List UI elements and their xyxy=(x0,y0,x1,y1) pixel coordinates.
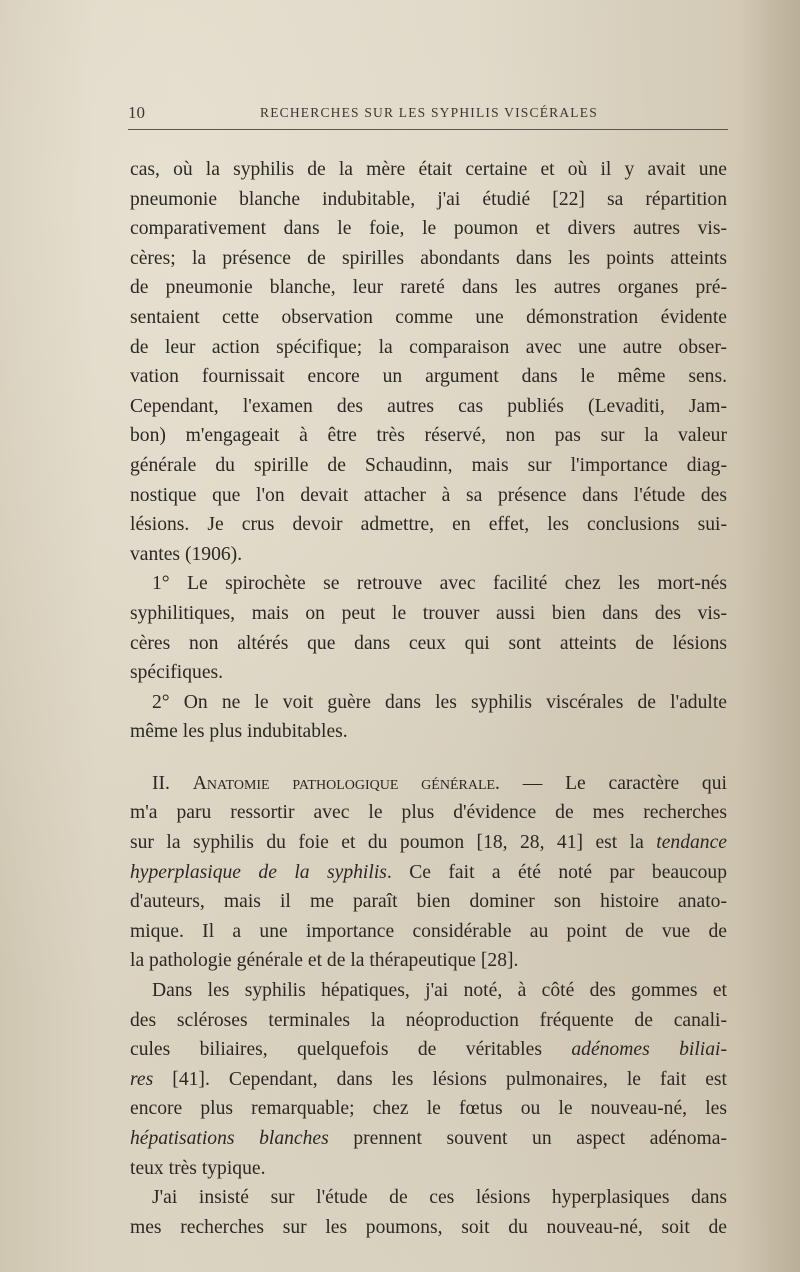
text-line xyxy=(130,1035,727,1065)
section-title-rest: — Le caractère qui xyxy=(499,772,727,794)
text-line: cères non altérés que dans ceux qui sont atteints de lésions xyxy=(130,632,727,654)
text-line: cères; la présence de spirilles abondants dans les points atteints xyxy=(130,247,727,269)
text-line xyxy=(130,858,727,888)
text-line: la pathologie générale et de la thérapeutique [28]. xyxy=(130,950,519,972)
text-line: de leur action spécifique; la comparaison avec une autre obser- xyxy=(130,336,727,358)
text-line: générale du spirille de Schaudinn, mais sur l'importance diag- xyxy=(130,454,727,476)
text-line: cas, où la syphilis de la mère était certaine et où il y avait une xyxy=(130,159,727,180)
italic-span: hyperplasique de la syphilis xyxy=(130,861,387,883)
text-line: m'a paru ressortir avec le plus d'évidence de mes recherches xyxy=(130,802,727,824)
text-line: de pneumonie blanche, leur rareté dans les autres organes pré- xyxy=(130,277,727,299)
italic-span: adénomes biliai- xyxy=(571,1039,727,1061)
text-line: vantes (1906). xyxy=(130,543,243,565)
text-line: encore plus remarquable; chez le fœtus ou le nouveau-né, les xyxy=(130,1098,727,1120)
section-heading-line xyxy=(130,769,727,799)
text-line: mes recherches sur les poumons, soit du nouveau-né, soit de xyxy=(130,1216,727,1238)
text-line: vation fournissait encore un argument dans le même sens. xyxy=(130,366,727,388)
text-line: teux très typique. xyxy=(130,1157,266,1179)
page-header xyxy=(128,103,728,127)
text-line: spécifiques. xyxy=(130,662,224,684)
text-line: pneumonie blanche indubitable, j'ai étudié [22] sa répartition xyxy=(130,188,727,210)
text-line: Dans les syphilis hépatiques, j'ai noté, à côté des gommes et xyxy=(152,980,727,1002)
italic-span: tendance xyxy=(656,832,727,854)
text-line: d'auteurs, mais il me paraît bien dominer son histoire anato- xyxy=(130,891,727,913)
paragraph-gap xyxy=(130,747,727,769)
text-line: comparativement dans le foie, le poumon et divers autres vis- xyxy=(130,218,727,240)
text-span: sur la syphilis du foie et du poumon [18, 28, 41] est la xyxy=(130,832,657,854)
text-line: 2° On ne le voit guère dans les syphilis viscérales de l'adulte xyxy=(152,691,727,713)
text-line: nostique que l'on devait attacher à sa présence dans l'étude des xyxy=(130,484,727,506)
text-line xyxy=(130,1065,727,1095)
text-line: 1° Le spirochète se retrouve avec facilité chez les mort-nés xyxy=(152,573,727,595)
text-line xyxy=(130,1124,727,1154)
text-span: . Ce fait a été noté par beaucoup xyxy=(386,861,727,883)
text-span: cules biliaires, quelquefois de véritables xyxy=(130,1039,572,1061)
text-line: Cependant, l'examen des autres cas publiés (Levaditi, Jam- xyxy=(130,395,727,417)
text-span: prennent souvent un aspect adénoma- xyxy=(328,1128,727,1149)
running-head: RECHERCHES SUR LES SYPHILIS VISCÉRALES xyxy=(260,105,598,120)
text-line: des scléroses terminales la néoproduction fréquente de canali- xyxy=(130,1009,727,1031)
text-line: lésions. Je crus devoir admettre, en effet, les conclusions sui- xyxy=(130,514,727,536)
text-line: sentaient cette observation comme une démonstration évidente xyxy=(130,306,727,328)
text-span: [41]. Cependant, dans les lésions pulmonaires, le fait est xyxy=(153,1068,727,1090)
italic-span: hépatisations blanches xyxy=(130,1128,329,1149)
body-text xyxy=(130,155,727,1242)
text-line xyxy=(130,828,727,858)
text-line: mique. Il a une importance considérable au point de vue de xyxy=(130,920,727,942)
header-rule xyxy=(128,129,728,130)
text-line: J'ai insisté sur l'étude de ces lésions hyperplasiques dans xyxy=(152,1187,727,1209)
section-title: Anatomie pathologique générale. xyxy=(192,772,500,794)
section-number: II. xyxy=(152,772,170,794)
italic-span: res xyxy=(130,1068,154,1090)
text-line: bon) m'engageait à être très réservé, non pas sur la valeur xyxy=(130,425,727,447)
text-line: même les plus indubitables. xyxy=(130,721,348,743)
text-line: syphilitiques, mais on peut le trouver aussi bien dans des vis- xyxy=(130,602,727,624)
page-number: 10 xyxy=(128,103,145,122)
